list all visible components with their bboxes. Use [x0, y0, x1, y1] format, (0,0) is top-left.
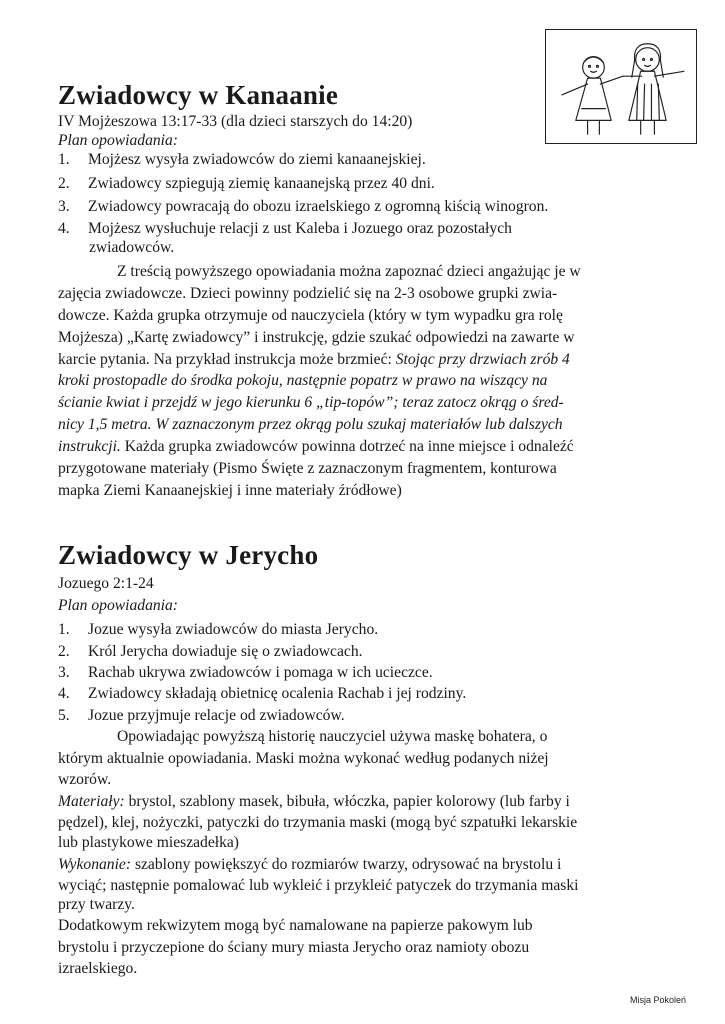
- paragraph-line: Mojżesza) „Kartę zwiadowcy” i instrukcję, gdzie szukać odpowiedzi na zawarte w: [58, 329, 575, 346]
- paragraph-line: mapka Ziemi Kanaanejskiej i inne materiały źródłowe): [58, 482, 402, 499]
- footer-text: Misja Pokoleń: [629, 995, 686, 1005]
- materials-line: lub plastykowe mieszadełka): [58, 834, 240, 851]
- execution-line: wyciąć; następnie pomalować lub wykleić i przykleić patyczek do trzymania maski: [58, 877, 579, 894]
- section-1-reference: IV Mojżeszowa 13:17-33 (dla dzieci starszych do 14:20): [58, 113, 413, 130]
- instruction-line: ścianie kwiat i przejdź w jego kierunku 6 „tip-topów”; teraz zatocz okrąg o śred-: [58, 394, 564, 411]
- list-item: [58, 620, 378, 639]
- section-2-plan-label: Plan opowiadania:: [58, 597, 178, 614]
- paragraph-line: Opowiadając powyższą historię nauczyciel używa maskę bohatera, o: [117, 728, 548, 745]
- list-item-text: Mojżesz wysyła zwiadowców do ziemi kanaanejskiej.: [88, 151, 426, 168]
- extra-line: brystolu i przyczepione do ściany mury miasta Jerycho oraz namioty obozu: [58, 939, 530, 956]
- paragraph-line: [58, 350, 570, 369]
- section-2-title: Zwiadowcy w Jerycho: [58, 540, 319, 570]
- list-item-text: Zwiadowcy szpiegują ziemię kanaanejską przez 40 dni.: [88, 175, 435, 192]
- instruction-line: nicy 1,5 metra. W zaznaczonym przez okrąg polu szukaj materiałów lub dalszych: [58, 416, 563, 433]
- paragraph-line: przygotowane materiały (Pismo Święte z zaznaczonym fragmentem, konturowa: [58, 460, 557, 477]
- paragraph-line: dowcze. Każda grupka otrzymuje od nauczyciela (który w tym wypadku gra rolę: [58, 307, 563, 324]
- execution-label: Wykonanie:: [58, 856, 132, 873]
- list-item-number: 1.: [58, 151, 70, 168]
- materials-line: [58, 792, 570, 811]
- extra-line: izraelskiego.: [58, 960, 138, 977]
- paragraph-line: Z treścią powyższego opowiadania można zapoznać dzieci angażując je w: [117, 263, 581, 280]
- list-item: [58, 219, 512, 238]
- list-item: [58, 150, 426, 169]
- list-item-number: 4.: [58, 220, 70, 237]
- list-item-number: 3.: [58, 664, 70, 681]
- paragraph-line: wzorów.: [58, 771, 112, 788]
- children-drawing-icon: [546, 30, 696, 143]
- list-item: [58, 663, 433, 682]
- list-item: [58, 706, 345, 725]
- list-item-number: 1.: [58, 621, 70, 638]
- execution-line: przy twarzy.: [58, 896, 135, 913]
- section-1-title: Zwiadowcy w Kanaanie: [58, 80, 339, 110]
- instruction-text: instrukcji.: [58, 438, 121, 455]
- list-item-text: Król Jerycha dowiaduje się o zwiadowcach.: [88, 643, 363, 660]
- instruction-text: Stojąc przy drzwiach zrób 4: [395, 351, 570, 368]
- list-item: [58, 174, 435, 193]
- paragraph-text: karcie pytania. Na przykład instrukcja może brzmieć:: [58, 351, 396, 368]
- list-item: [58, 197, 548, 216]
- materials-text: brystol, szablony masek, bibuła, włóczka, papier kolorowy (lub farby i: [124, 793, 570, 810]
- list-item-continuation: zwiadowców.: [89, 239, 175, 256]
- materials-label: Materiały:: [58, 793, 125, 810]
- paragraph-line: którym aktualnie opowiadania. Maski można wykonać według podanych niżej: [58, 750, 549, 767]
- materials-line: pędzel), klej, nożyczki, patyczki do trzymania maski (mogą być szpatułki lekarskie: [58, 814, 578, 831]
- instruction-line: kroki prostopadle do środka pokoju, następnie popatrz w prawo na wiszący na: [58, 372, 548, 389]
- list-item-text: Mojżesz wysłuchuje relacji z ust Kaleba i Jozuego oraz pozostałych: [88, 220, 512, 237]
- list-item-text: Jozue wysyła zwiadowców do miasta Jerycho.: [88, 621, 379, 638]
- execution-text: szablony powiększyć do rozmiarów twarzy, odrysować na brystolu i: [131, 856, 562, 873]
- list-item-text: Zwiadowcy powracają do obozu izraelskiego z ogromną kiścią winogron.: [88, 198, 549, 215]
- list-item-text: Rachab ukrywa zwiadowców i pomaga w ich ucieczce.: [88, 664, 433, 681]
- children-illustration: [545, 29, 697, 144]
- list-item-number: 5.: [58, 707, 70, 724]
- execution-line: [58, 855, 561, 874]
- section-1-plan-label: Plan opowiadania:: [58, 132, 178, 149]
- list-item-text: Zwiadowcy składają obietnicę ocalenia Rachab i jej rodziny.: [88, 685, 467, 702]
- list-item: [58, 684, 466, 703]
- list-item-number: 2.: [58, 175, 70, 192]
- paragraph-line: zajęcia zwiadowcze. Dzieci powinny podzielić się na 2-3 osobowe grupki zwia-: [58, 285, 558, 302]
- list-item-number: 3.: [58, 198, 70, 215]
- list-item: [58, 642, 363, 661]
- extra-line: Dodatkowym rekwizytem mogą być namalowane na papierze pakowym lub: [58, 917, 533, 934]
- paragraph-line: [58, 437, 574, 456]
- list-item-number: 2.: [58, 643, 70, 660]
- list-item-text: Jozue przyjmuje relacje od zwiadowców.: [88, 707, 345, 724]
- section-2-reference: Jozuego 2:1-24: [58, 575, 154, 592]
- list-item-number: 4.: [58, 685, 70, 702]
- paragraph-text: Każda grupka zwiadowców powinna dotrzeć na inne miejsce i odnaleźć: [120, 438, 574, 455]
